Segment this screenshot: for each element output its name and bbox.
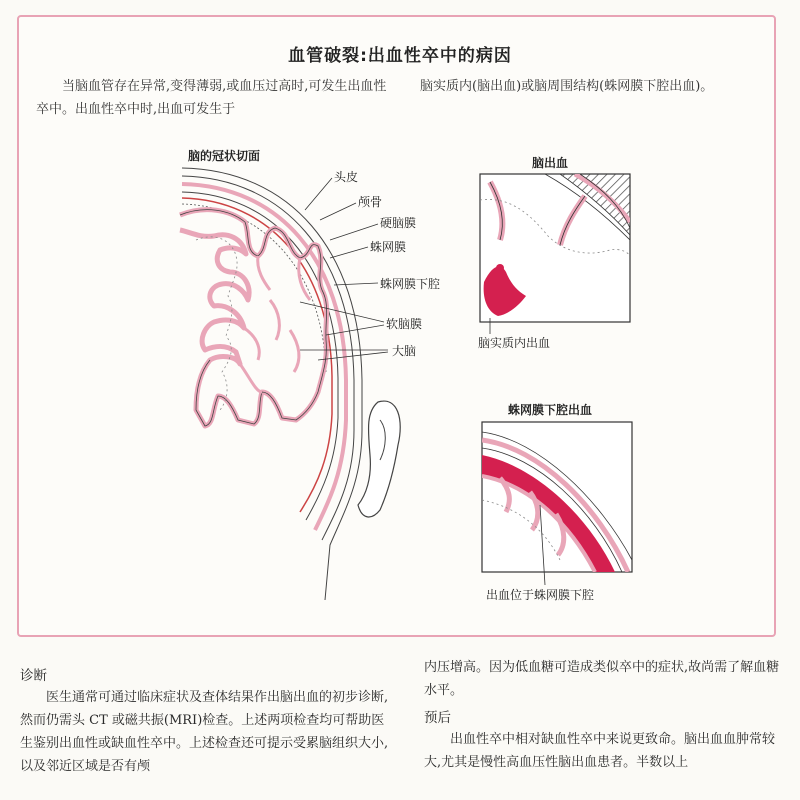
prognosis-heading: 预后 [424,710,451,726]
label-cerebrum: 大脑 [392,344,417,358]
label-pia: 软脑膜 [386,317,423,331]
label-scalp: 头皮 [334,170,359,184]
inset-intracerebral-heading: 脑出血 [532,156,569,170]
coronal-section [180,168,362,600]
coronal-section-heading: 脑的冠状切面 [188,149,261,163]
ear [358,401,400,517]
label-dura: 硬脑膜 [380,216,417,230]
figure-title: 血管破裂:出血性卒中的病因 [288,46,512,66]
continuation-text: 内压增高。因为低血糖可造成类似卒中的症状,故尚需了解血糖水平。 [424,660,780,698]
label-arachnoid: 蛛网膜 [370,240,407,254]
inset-subarachnoid-heading: 蛛网膜下腔出血 [508,403,593,417]
inset-intracerebral [480,174,630,322]
inset-intracerebral-caption: 脑实质内出血 [478,336,551,350]
diagnosis-text: 医生通常可通过临床症状及查体结果作出脑出血的初步诊断,然而仍需头 CT 或磁共振(MRI)检查。上述两项检查均可帮助医生鉴别出血性或缺血性卒中。上述检查还可提示受累脑组织大小,以及邻近区域是否有颅 [20,690,389,774]
label-subarachnoid-space: 蛛网膜下腔 [380,277,441,291]
intro-text-right: 脑实质内(脑出血)或脑周围结构(蛛网膜下腔出血)。 [420,79,714,94]
inset-subarachnoid [482,422,632,572]
intro-text-left: 当脑血管存在异常,变得薄弱,或血压过高时,可发生出血性卒中。出血性卒中时,出血可发生于 [36,79,387,117]
prognosis-text: 出血性卒中相对缺血性卒中来说更致命。脑出血血肿常较大,尤其是慢性高血压性脑出血患者。半数以上 [424,732,776,770]
label-skull: 颅骨 [358,195,383,209]
diagnosis-heading: 诊断 [20,668,47,684]
inset-subarachnoid-caption: 出血位于蛛网膜下腔 [486,588,595,602]
